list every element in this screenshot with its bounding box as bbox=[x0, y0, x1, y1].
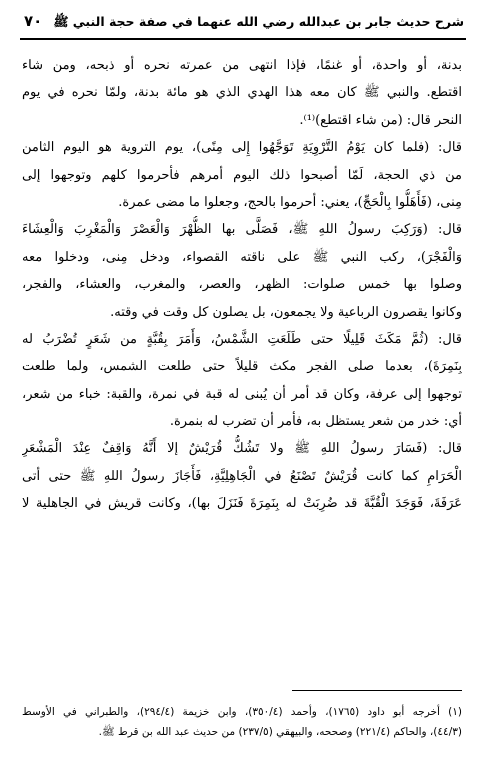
page-number: ٧٠ bbox=[24, 12, 43, 30]
text-line: النحر قال: (من شاء اقتطع)⁽¹⁾. bbox=[299, 112, 462, 128]
text-line: وصلوا بها خمس صلوات: الظهر، والعصر، والمغرب، والعشاء، والفجر، bbox=[22, 277, 462, 293]
text-line: قال: (فَسَارَ رسولُ اللهِ ﷺ ولا تَشُكُّ قُرَيْشٌ إلا أَنَّهُ وَاقِفٌ عِنْدَ الْمَشْعَرِ bbox=[22, 441, 462, 457]
text-line: اقتطع. والنبي ﷺ كان معه هذا الهدي الذي هو مائة بدنة، ولمّا نحره في يوم bbox=[22, 85, 462, 101]
text-line: بدنة، أو واحدة، أو غنمًا، فإذا انتهى من عمرته نحره أو ذبحه، ومن شاء bbox=[22, 58, 462, 73]
footnote-line: (١) أخرجه أبو داود (١٧٦٥)، وأحمد (٣٥٠/٤)، وابن خزيمة (٢٩٤/٤)، والطبراني في الأوسط bbox=[22, 706, 462, 718]
page-header bbox=[22, 10, 464, 36]
text-line: وَالْفَجْرَ)، ركب النبي ﷺ على ناقته القصواء، ودخل مِنى، ودخلوا معه bbox=[22, 249, 462, 265]
main-text bbox=[22, 52, 462, 518]
text-line: مِنى، (فَأَهَلُّوا بِالْحَجِّ)، يعني: أحرموا بالحج، وجعلوا ما مضى عمرة. bbox=[118, 194, 462, 210]
text-line: قال: (فلما كان يَوْمُ التَّرْوِيَةِ تَوَجَّهُوا إِلى مِنًى)، يوم التروية هو اليوم الثامن bbox=[22, 140, 462, 156]
header-rule bbox=[20, 38, 466, 40]
text-line: قال: (وَرَكِبَ رسولُ اللهِ ﷺ، فَصَلَّى بها الظُّهْرَ وَالْعَصْرَ وَالْمَغْرِبَ وَالْعِشَاءَ bbox=[22, 222, 462, 238]
footnotes bbox=[22, 702, 462, 742]
text-line: توجهوا إلى عرفة، وكان قد أمر أن يُبنى له قبة في نمرة، والقبة: خباء من شعر، bbox=[22, 386, 462, 402]
footnote-line: (٤٤/٣)، والحاكم (٢٢١/٤) وصححه، والبيهقي (٢٣٧/٥) من حديث عبد الله بن قرط ﷺ. bbox=[98, 726, 462, 738]
text-line: عَرَفَةَ، فَوَجَدَ الْقُبَّةَ قد ضُرِبَتْ له بِنَمِرَةَ فَنَزَلَ بها)، وكانت قريش في الجاهلية لا bbox=[22, 496, 462, 512]
text-line: بِنَمِرَةَ)، بعدما صلى الفجر مكث قليلاً حتى طلعت الشمس، ولما طلعت bbox=[22, 359, 462, 375]
text-line: قال: (ثُمَّ مَكَثَ قَلِيلًا حتى طَلَعَتِ الشَّمْسُ، وَأَمَرَ بِقُبَّةٍ من شَعَرٍ تُضْرَبُ له bbox=[22, 331, 462, 347]
text-line: أي: خدر من شعر يستظل به، فأمر أن تضرب له بنمرة. bbox=[169, 414, 462, 430]
running-title: شرح حديث جابر بن عبدالله رضي الله عنهما في صفة حجة النبي ﷺ bbox=[53, 14, 464, 29]
text-line: من ذي الحجة، لَمّا أصبحوا ذلك اليوم أمرهم فأحرموا كلهم وتوجهوا إلى bbox=[22, 167, 462, 183]
text-line: وكانوا يقصرون الرباعية ولا يجمعون، بل يصلون كل وقت في وقته. bbox=[110, 304, 462, 320]
footnote-separator bbox=[292, 690, 462, 691]
text-line: الْحَرَامِ كما كانت قُرَيْشٌ تَصْنَعُ في الْجَاهِلِيَّةِ، فَأَجَازَ رسولُ اللهِ ﷺ حتى أتى bbox=[22, 468, 462, 484]
